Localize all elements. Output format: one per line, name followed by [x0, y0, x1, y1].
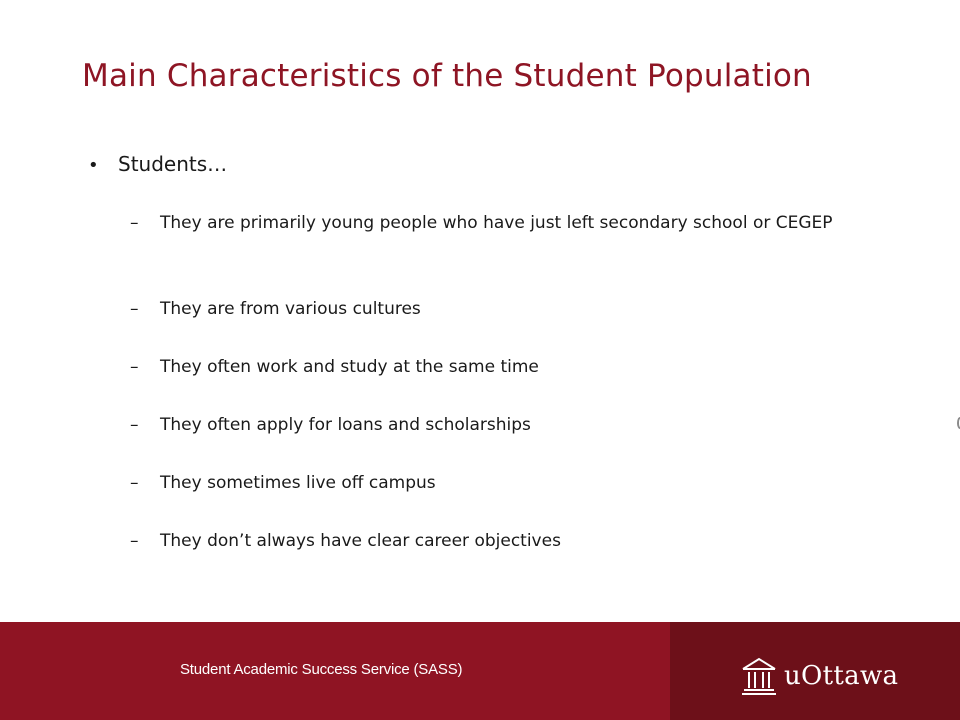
sub-bullet-item: [130, 470, 870, 497]
dash-marker: –: [130, 299, 139, 319]
dash-marker: –: [130, 415, 139, 435]
footer-right-panel: [670, 622, 960, 720]
sub-bullet-text: They don’t always have clear career objectives: [160, 531, 561, 551]
sub-bullet-item: [130, 354, 870, 381]
dash-marker: –: [130, 213, 139, 233]
sub-bullet-text: They sometimes live off campus: [160, 473, 436, 493]
sub-bullet-item: [130, 296, 870, 323]
footer-left-panel: [0, 622, 670, 720]
uottawa-logo: [740, 656, 898, 696]
slide-title: Main Characteristics of the Student Population: [82, 58, 812, 94]
sub-bullet-text: They are primarily young people who have just left secondary school or CEGEP: [160, 213, 833, 233]
bullet-label: Students…: [118, 152, 228, 176]
sub-bullet-text: They often work and study at the same time: [160, 357, 539, 377]
sub-bullet-text: They often apply for loans and scholarships: [160, 415, 531, 435]
dash-marker: –: [130, 473, 139, 493]
dash-marker: –: [130, 357, 139, 377]
logo-text: uOttawa: [784, 661, 899, 691]
bullet-students: [88, 152, 227, 176]
footer-bar: [0, 622, 960, 720]
dash-marker: –: [130, 531, 139, 551]
footer-service-name: Student Academic Success Service (SASS): [180, 661, 463, 678]
bullet-symbol: •: [88, 155, 99, 176]
sub-bullet-item: [130, 412, 870, 439]
sub-bullet-text: They are from various cultures: [160, 299, 421, 319]
sub-bullet-item: [130, 528, 870, 555]
sub-bullet-item: [130, 210, 870, 237]
university-building-icon: [740, 656, 778, 696]
